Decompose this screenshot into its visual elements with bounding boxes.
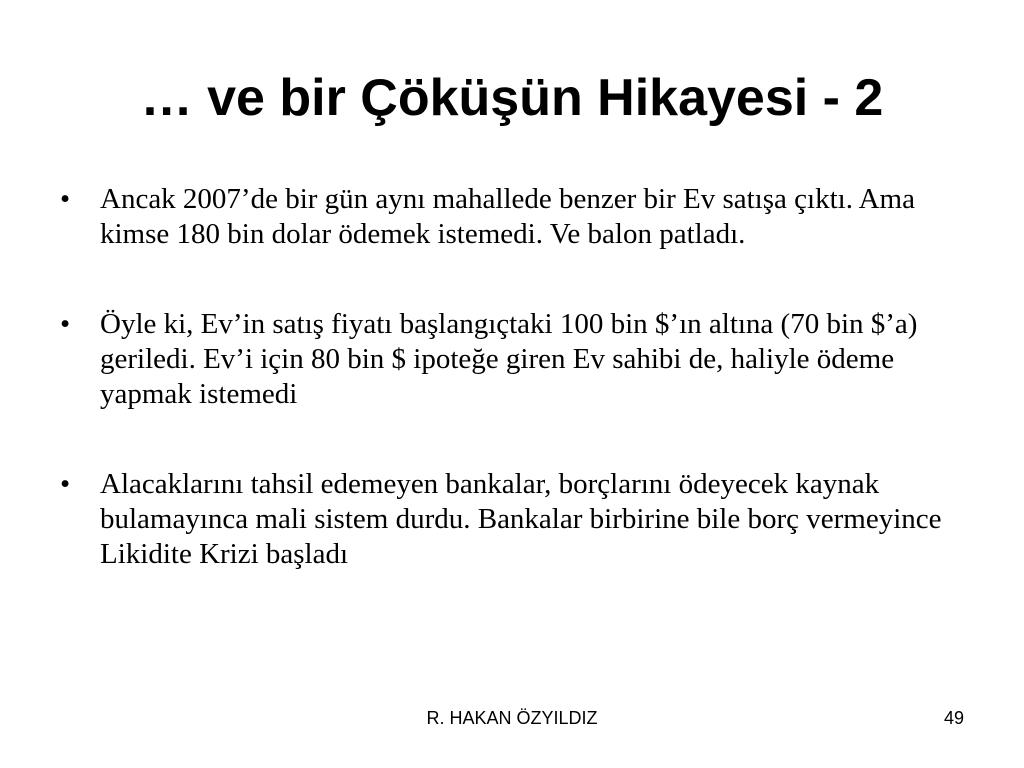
bullet-text: Alacaklarını tahsil edemeyen bankalar, borçlarını ödeyecek kaynak bulamayınca mali sistem durdu. Bankalar birbirine bile borç vermeyince Likidite Krizi başladı: [100, 468, 942, 570]
bullet-marker: •: [60, 183, 71, 215]
page-number: 49: [943, 708, 964, 728]
bullet-text: Öyle ki, Ev’in satış fiyatı başlangıçtaki 100 bin $’ın altına (70 bin $’a) geriledi. Ev’i için 80 bin $ ipoteğe giren Ev sahibi de, haliyle ödeme yapmak istemedi: [100, 308, 918, 410]
bullet-item: [60, 182, 980, 252]
slide-title: … ve bir Çöküşün Hikayesi - 2: [140, 69, 884, 127]
bullet-item: [60, 307, 980, 412]
bullet-marker: •: [60, 308, 71, 340]
bullet-text: Ancak 2007’de bir gün aynı mahallede benzer bir Ev satışa çıktı. Ama kimse 180 bin dolar ödemek istemedi. Ve balon patladı.: [100, 183, 915, 250]
bullet-list: [60, 182, 980, 627]
footer-author: R. HAKAN ÖZYILDIZ: [426, 708, 598, 728]
bullet-item: [60, 467, 980, 572]
bullet-marker: •: [60, 468, 71, 500]
